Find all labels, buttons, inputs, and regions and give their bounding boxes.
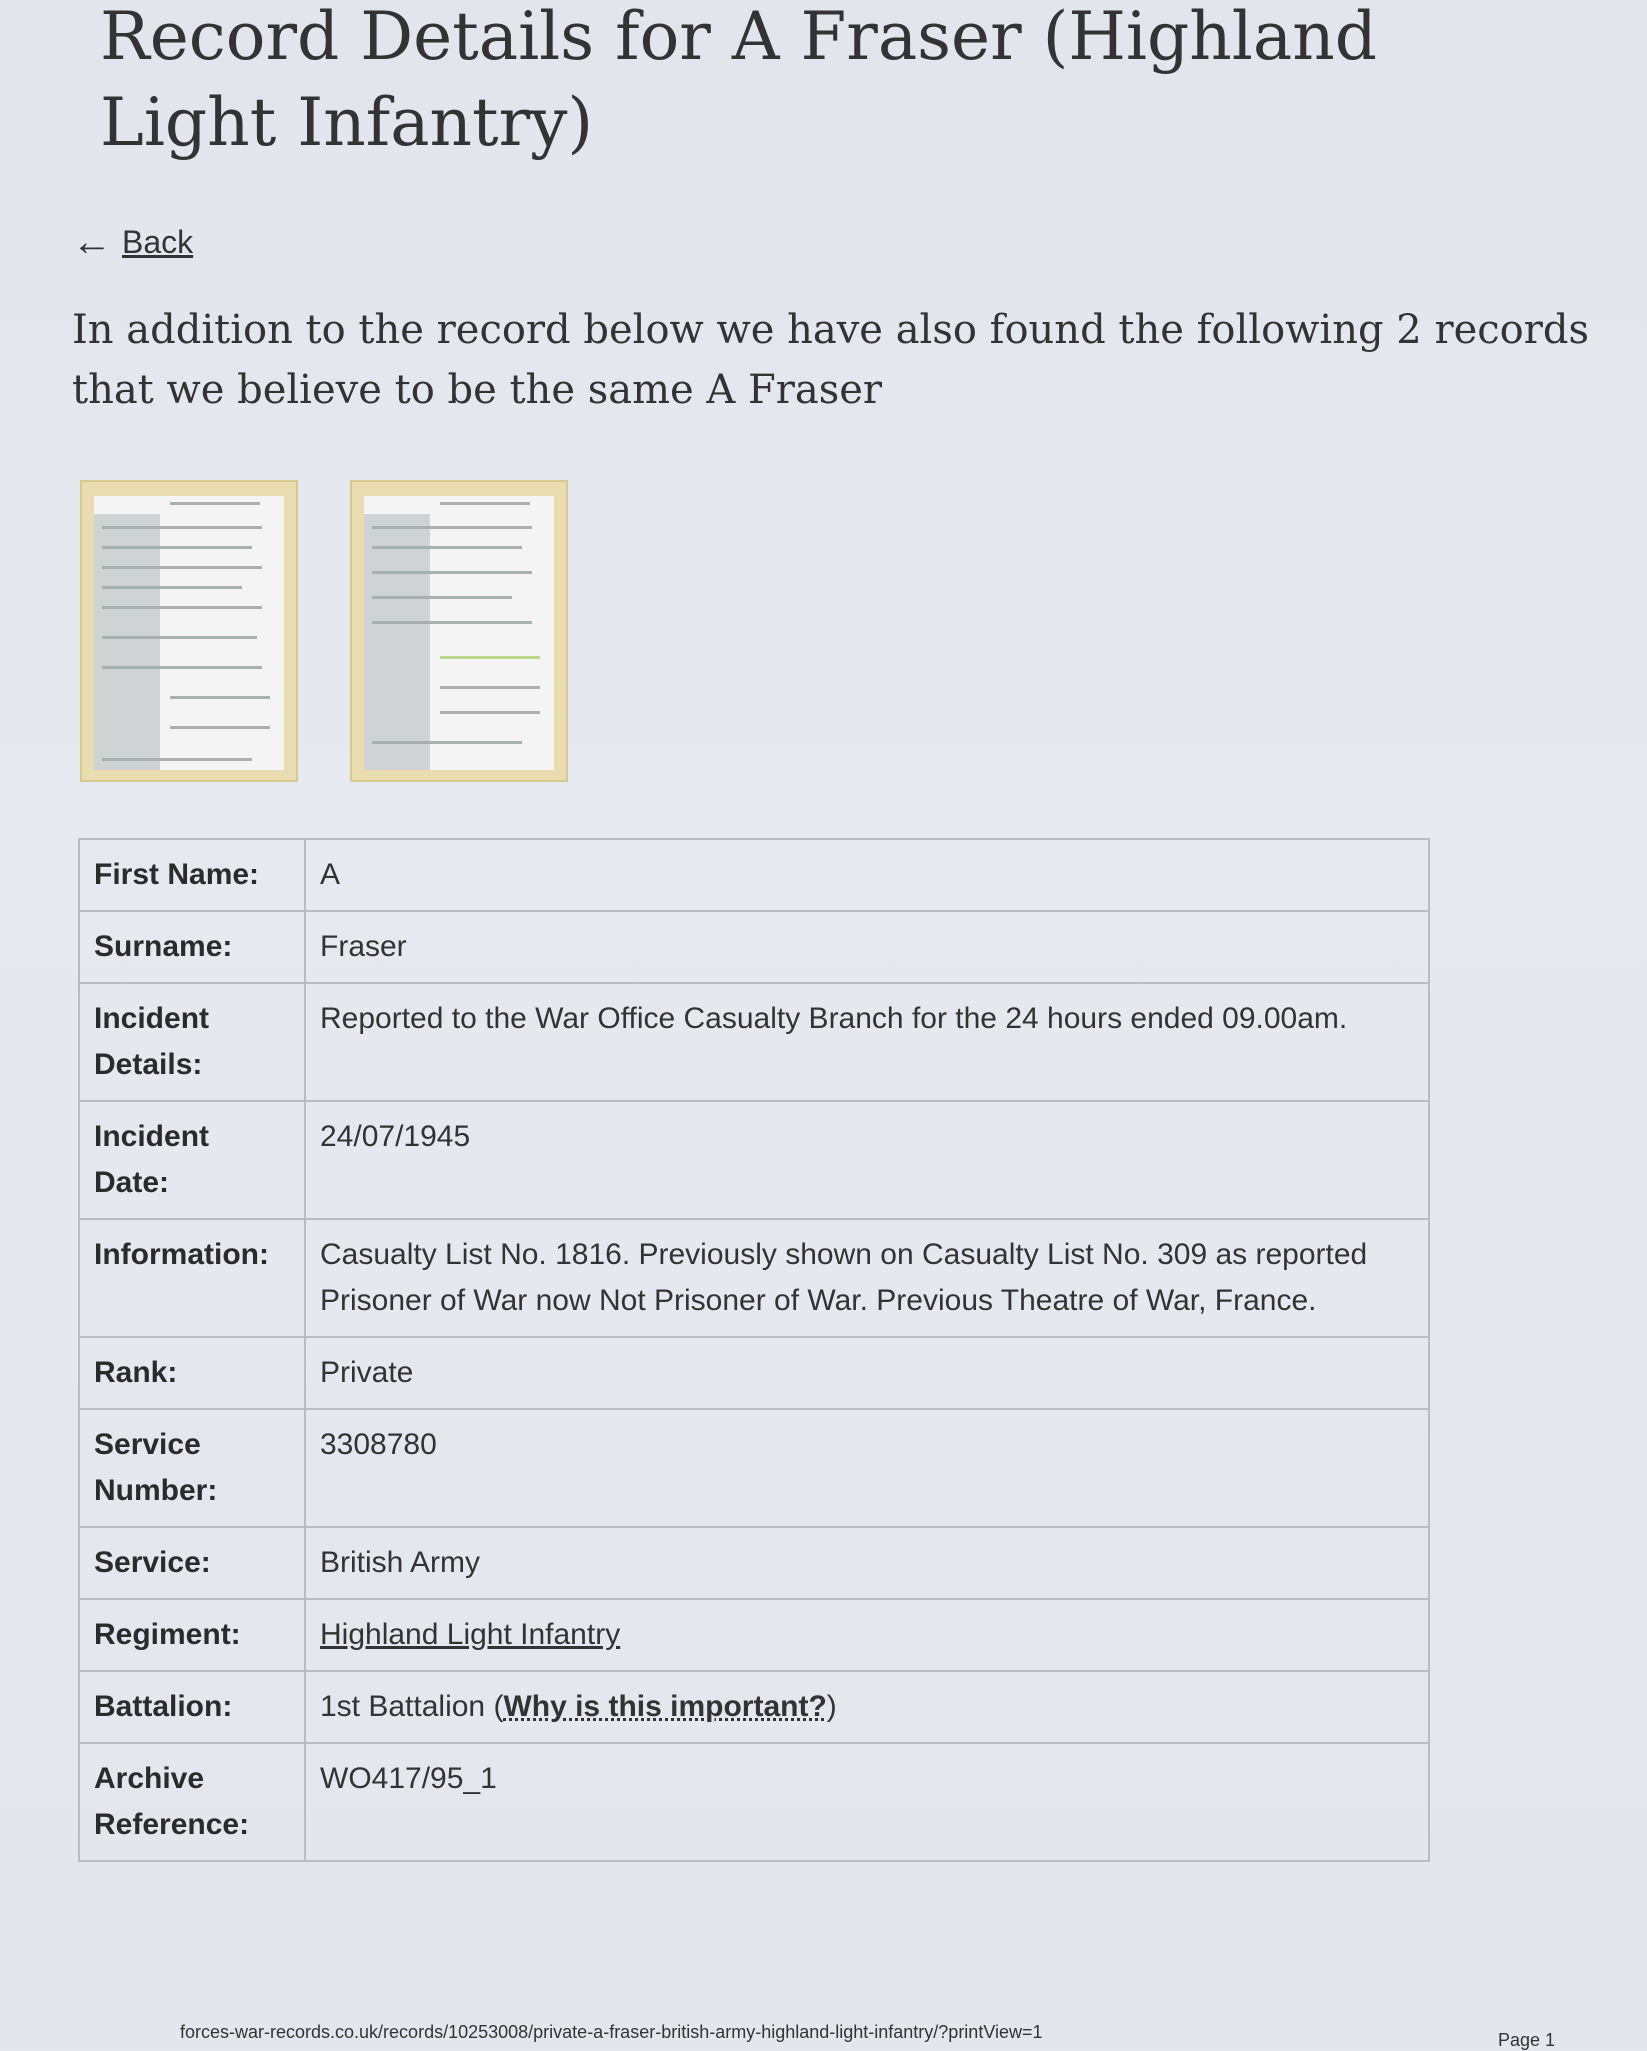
related-record-thumbnail-2[interactable] bbox=[350, 480, 568, 782]
back-label: Back bbox=[122, 224, 194, 260]
service-value: British Army bbox=[305, 1527, 1429, 1599]
incident-date-value: 24/07/1945 bbox=[305, 1101, 1429, 1219]
regiment-label: Regiment: bbox=[79, 1599, 305, 1671]
table-row bbox=[79, 911, 1429, 983]
battalion-label: Battalion: bbox=[79, 1671, 305, 1743]
record-details-table bbox=[78, 838, 1430, 1862]
first-name-label: First Name: bbox=[79, 839, 305, 911]
surname-label: Surname: bbox=[79, 911, 305, 983]
table-row bbox=[79, 1671, 1429, 1743]
battalion-value: 1st Battalion bbox=[320, 1690, 486, 1723]
footer-url: forces-war-records.co.uk/records/10253008/private-a-fraser-british-army-highland-light-infantry/?printView=1 bbox=[180, 2022, 1043, 2042]
table-row bbox=[79, 1743, 1429, 1861]
service-number-label: Service Number: bbox=[79, 1409, 305, 1527]
service-label: Service: bbox=[79, 1527, 305, 1599]
service-number-value: 3308780 bbox=[305, 1409, 1429, 1527]
battalion-cell bbox=[305, 1671, 1429, 1743]
table-row bbox=[79, 1527, 1429, 1599]
table-row bbox=[79, 1599, 1429, 1671]
regiment-cell bbox=[305, 1599, 1429, 1671]
table-row bbox=[79, 839, 1429, 911]
information-value: Casualty List No. 1816. Previously shown on Casualty List No. 309 as reported Prisoner of War now Not Prisoner of War. Previous Theatre of War, France. bbox=[305, 1219, 1429, 1337]
surname-value: Fraser bbox=[305, 911, 1429, 983]
related-records-intro: In addition to the record below we have also found the following 2 records that we believe to be the same A Fraser bbox=[72, 307, 1589, 413]
table-row bbox=[79, 1409, 1429, 1527]
related-record-thumbnail-1[interactable] bbox=[80, 480, 298, 782]
footer-page-number: Page 1 bbox=[1498, 2030, 1556, 2050]
page-title: Record Details for A Fraser (Highland Light Infantry) bbox=[100, 0, 1378, 161]
back-link[interactable] bbox=[72, 220, 193, 265]
table-row bbox=[79, 1101, 1429, 1219]
incident-details-label: Incident Details: bbox=[79, 983, 305, 1101]
table-row bbox=[79, 1337, 1429, 1409]
battalion-open-paren: ( bbox=[485, 1690, 504, 1723]
why-important-link[interactable]: Why is this important? bbox=[503, 1690, 827, 1723]
regiment-link[interactable]: Highland Light Infantry bbox=[320, 1618, 621, 1651]
battalion-close-paren: ) bbox=[826, 1690, 837, 1723]
table-row bbox=[79, 983, 1429, 1101]
incident-details-value: Reported to the War Office Casualty Branch for the 24 hours ended 09.00am. bbox=[305, 983, 1429, 1101]
rank-label: Rank: bbox=[79, 1337, 305, 1409]
archive-reference-label: Archive Reference: bbox=[79, 1743, 305, 1861]
archive-reference-value: WO417/95_1 bbox=[305, 1743, 1429, 1861]
information-label: Information: bbox=[79, 1219, 305, 1337]
rank-value: Private bbox=[305, 1337, 1429, 1409]
table-row bbox=[79, 1219, 1429, 1337]
first-name-value: A bbox=[305, 839, 1429, 911]
back-arrow-icon: ← bbox=[72, 220, 112, 264]
incident-date-label: Incident Date: bbox=[79, 1101, 305, 1219]
